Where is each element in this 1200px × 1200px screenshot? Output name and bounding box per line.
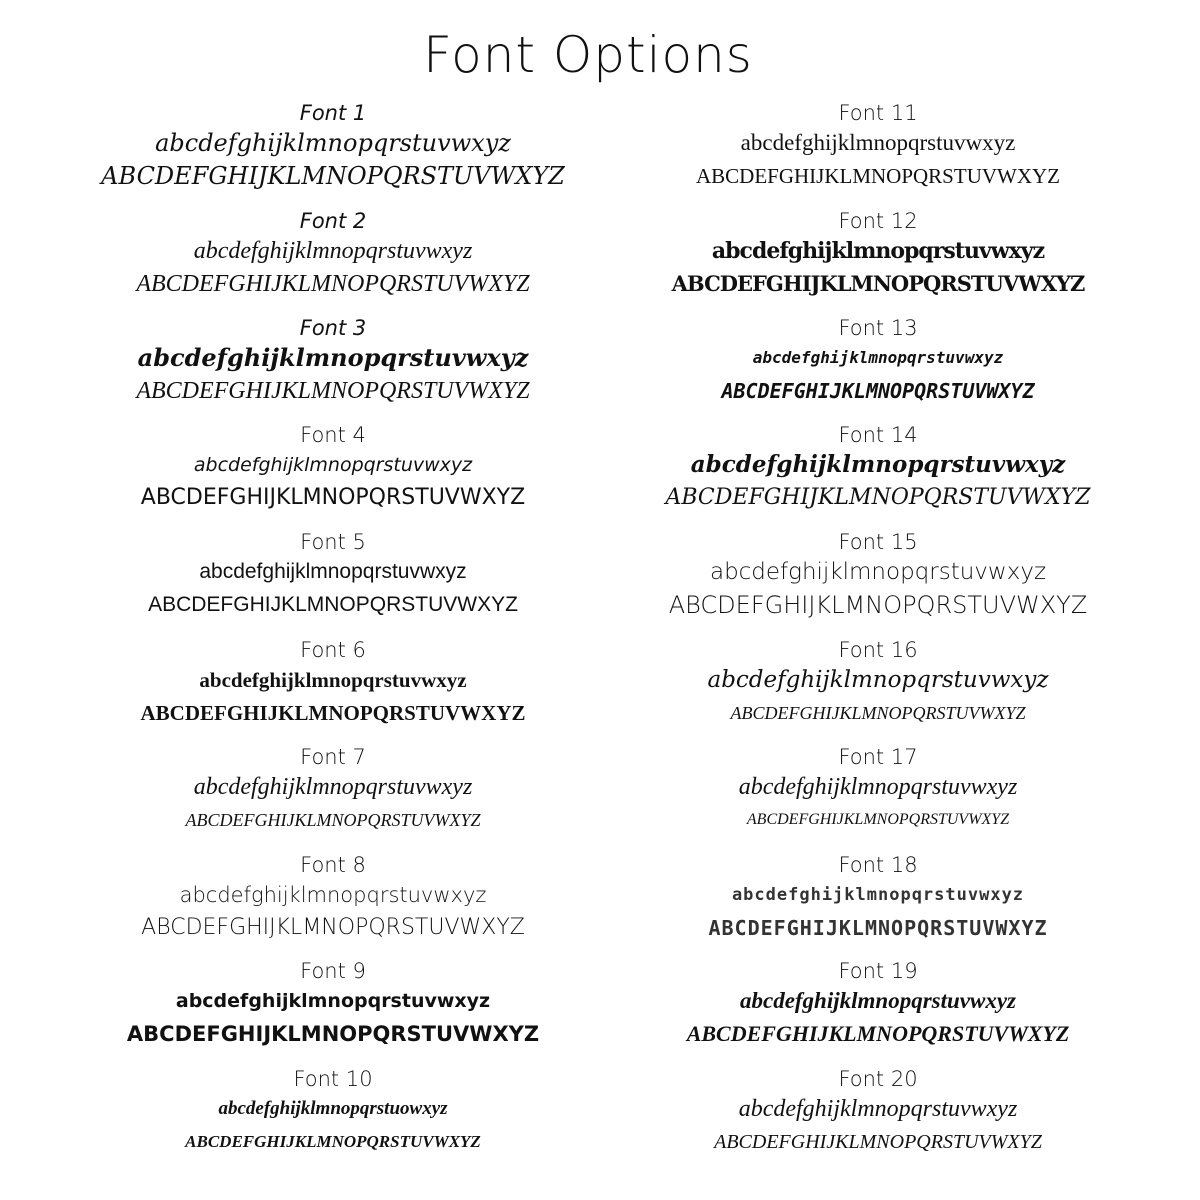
lowercase-sample: abcdefghijklmnopqrstuvwxyz bbox=[752, 348, 1004, 367]
font-column-left bbox=[33, 0, 633, 1200]
font-label: Font 13 bbox=[838, 316, 918, 340]
uppercase-sample: ABCDEFGHIJKLMNOPQRSTUVWXYZ bbox=[136, 271, 530, 297]
uppercase-sample: ABCDEFGHIJKLMNOPQRSTUVWXYZ bbox=[140, 701, 526, 725]
lowercase-sample: abcdefghijklmnopqrstuowxyz bbox=[218, 1098, 448, 1119]
font-label: Font 19 bbox=[838, 959, 918, 983]
font-label: Font 11 bbox=[838, 101, 918, 125]
lowercase-sample: abcdefghijklmnopqrstuvwxyz bbox=[739, 988, 1016, 1013]
uppercase-sample: ABCDEFGHIJKLMNOPQRSTUVWXYZ bbox=[185, 810, 481, 830]
uppercase-sample: ABCDEFGHIJKLMNOPQRSTUVWXYZ bbox=[148, 593, 518, 616]
font-label: Font 7 bbox=[300, 745, 366, 769]
font-sample-9 bbox=[33, 958, 633, 1050]
font-label: Font 3 bbox=[299, 316, 367, 340]
lowercase-sample: abcdefghijklmnopqrstuvwxyz bbox=[175, 990, 491, 1012]
uppercase-sample: ABCDEFGHIJKLMNOPQRSTUVWXYZ bbox=[671, 271, 1085, 296]
font-label: Font 20 bbox=[838, 1067, 918, 1091]
font-sample-17 bbox=[578, 744, 1178, 836]
lowercase-sample: abcdefghijklmnopqrstuvwxyz bbox=[738, 1096, 1018, 1122]
font-sample-16 bbox=[578, 637, 1178, 729]
uppercase-sample: ABCDEFGHIJKLMNOPQRSTUVWXYZ bbox=[730, 703, 1026, 723]
font-label: Font 17 bbox=[838, 745, 918, 769]
uppercase-sample: ABCDEFGHIJKLMNOPQRSTUVWXYZ bbox=[665, 485, 1091, 510]
font-sample-2 bbox=[33, 208, 633, 300]
font-sample-8 bbox=[33, 852, 633, 944]
uppercase-sample: ABCDEFGHIJKLMNOPQRSTUVWXYZ bbox=[140, 485, 526, 510]
lowercase-sample: abcdefghijklmnopqrstuvwxyz bbox=[199, 560, 467, 583]
font-label: Font 8 bbox=[300, 853, 366, 877]
font-sample-15 bbox=[578, 529, 1178, 621]
font-label: Font 16 bbox=[838, 638, 918, 662]
lowercase-sample: abcdefghijklmnopqrstuvwxyz bbox=[690, 451, 1066, 478]
font-sample-13 bbox=[578, 315, 1178, 407]
uppercase-sample: ABCDEFGHIJKLMNOPQRSTUVWXYZ bbox=[185, 1132, 481, 1151]
uppercase-sample: ABCDEFGHIJKLMNOPQRSTUVWXYZ bbox=[136, 378, 530, 404]
font-label: Font 6 bbox=[300, 638, 366, 662]
uppercase-sample: ABCDEFGHIJKLMNOPQRSTUVWXYZ bbox=[686, 1021, 1070, 1046]
page-title: Font Options bbox=[423, 26, 753, 84]
font-label: Font 9 bbox=[300, 959, 366, 983]
uppercase-sample: ABCDEFGHIJKLMNOPQRSTUVWXYZ bbox=[126, 1022, 540, 1046]
lowercase-sample: abcdefghijklmnopqrstuvwxyz bbox=[738, 774, 1018, 800]
lowercase-sample: abcdefghijklmnopqrstuvwxyz bbox=[137, 343, 529, 372]
uppercase-sample: ABCDEFGHIJKLMNOPQRSTUVWXYZ bbox=[721, 379, 1035, 403]
font-sample-12 bbox=[578, 208, 1178, 300]
uppercase-sample: ABCDEFGHIJKLMNOPQRSTUVWXYZ bbox=[101, 162, 565, 190]
font-sample-10 bbox=[33, 1066, 633, 1158]
font-label: Font 18 bbox=[838, 853, 918, 877]
font-label: Font 15 bbox=[838, 530, 918, 554]
lowercase-sample: abcdefghijklmnopqrstuvwxyz bbox=[731, 885, 1025, 905]
lowercase-sample: abcdefghijklmnopqrstuvwxyz bbox=[707, 667, 1049, 693]
font-sample-18 bbox=[578, 852, 1178, 944]
font-column-right bbox=[578, 0, 1178, 1200]
font-label: Font 14 bbox=[838, 423, 918, 447]
lowercase-sample: abcdefghijklmnopqrstuvwxyz bbox=[193, 238, 473, 264]
font-label: Font 2 bbox=[299, 209, 367, 233]
font-sample-5 bbox=[33, 529, 633, 621]
uppercase-sample: ABCDEFGHIJKLMNOPQRSTUVWXYZ bbox=[695, 164, 1060, 188]
lowercase-sample: abcdefghijklmnopqrstuvwxyz bbox=[709, 559, 1047, 585]
font-sample-3 bbox=[33, 315, 633, 407]
font-sample-11 bbox=[578, 100, 1178, 192]
uppercase-sample: ABCDEFGHIJKLMNOPQRSTUVWXYZ bbox=[746, 811, 1010, 828]
font-label: Font 4 bbox=[300, 423, 366, 447]
lowercase-sample: abcdefghijklmnopqrstuvwxyz bbox=[179, 883, 487, 907]
uppercase-sample: ABCDEFGHIJKLMNOPQRSTUVWXYZ bbox=[708, 916, 1048, 940]
uppercase-sample: ABCDEFGHIJKLMNOPQRSTUVWXYZ bbox=[141, 915, 525, 940]
lowercase-sample: abcdefghijklmnopqrstuvwxyz bbox=[193, 454, 473, 476]
lowercase-sample: abcdefghijklmnopqrstuvwxyz bbox=[711, 238, 1045, 264]
lowercase-sample: abcdefghijklmnopqrstuvwxyz bbox=[155, 129, 511, 157]
font-label: Font 1 bbox=[299, 101, 367, 125]
lowercase-sample: abcdefghijklmnopqrstuvwxyz bbox=[199, 668, 467, 692]
font-sample-20 bbox=[578, 1066, 1178, 1158]
font-label: Font 12 bbox=[838, 209, 918, 233]
uppercase-sample: ABCDEFGHIJKLMNOPQRSTUVWXYZ bbox=[714, 1131, 1042, 1153]
lowercase-sample: abcdefghijklmnopqrstuvwxyz bbox=[740, 130, 1016, 155]
font-sample-14 bbox=[578, 422, 1178, 514]
font-sample-19 bbox=[578, 958, 1178, 1050]
uppercase-sample: ABCDEFGHIJKLMNOPQRSTUVWXYZ bbox=[668, 591, 1088, 619]
font-label: Font 10 bbox=[293, 1067, 373, 1091]
font-sample-7 bbox=[33, 744, 633, 836]
font-sample-4 bbox=[33, 422, 633, 514]
font-label: Font 5 bbox=[300, 530, 366, 554]
font-sample-1 bbox=[33, 100, 633, 192]
lowercase-sample: abcdefghijklmnopqrstuvwxyz bbox=[193, 774, 473, 800]
font-sample-6 bbox=[33, 637, 633, 729]
